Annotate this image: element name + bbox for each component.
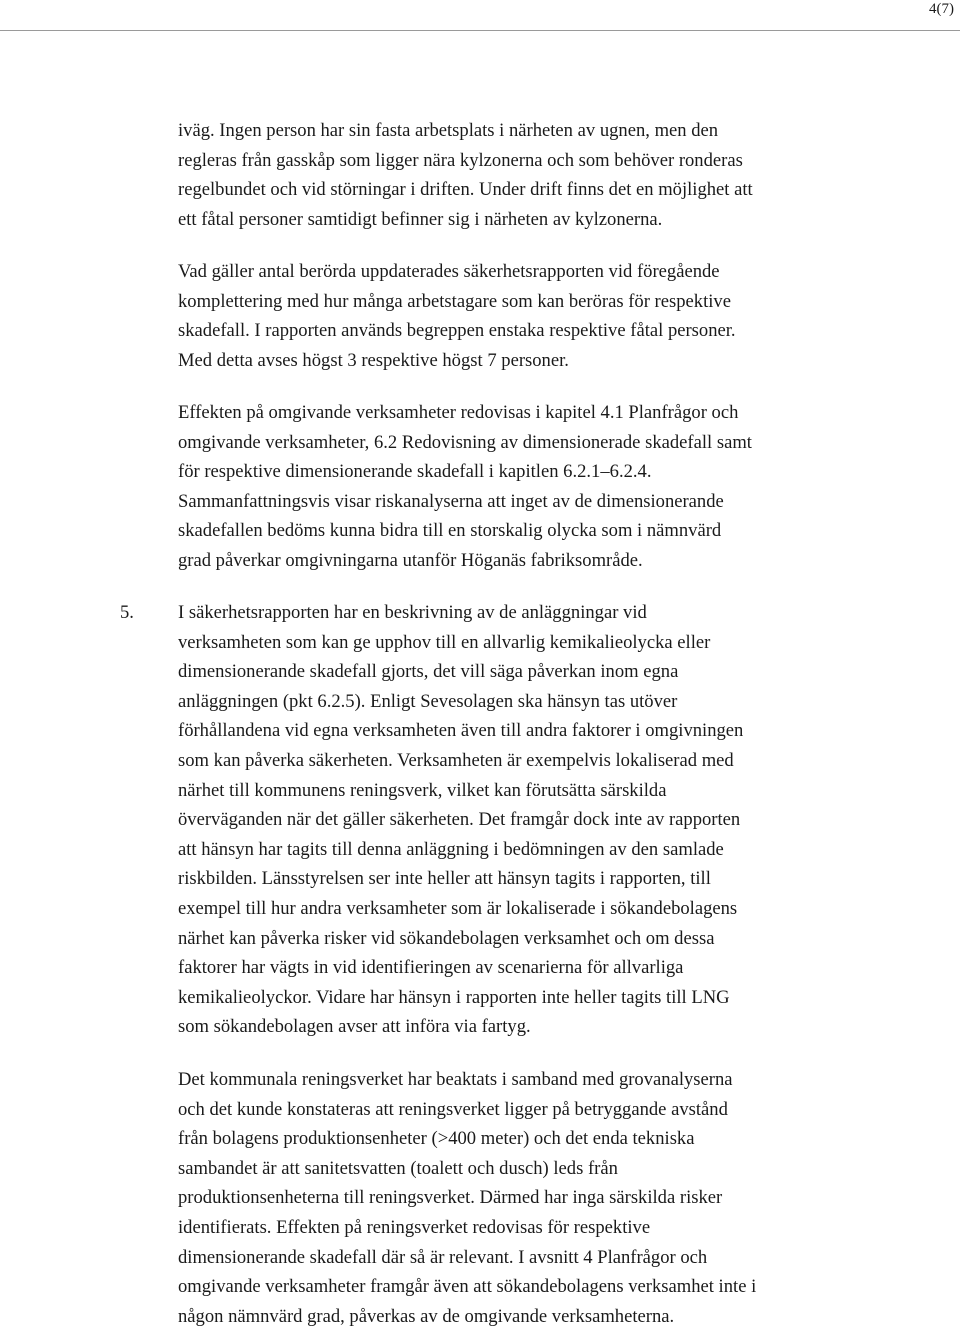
paragraph-continuation	[178, 116, 898, 234]
paragraph-surrounding-effects-text: Effekten på omgivande verksamheter redovisas i kapitel 4.1 Planfrågor och omgivande verksamheter, 6.2 Redovisning av dimensionerade skadefall samt för respektive dimensionerande skadefall i kapitlen 6.2.1–6.2.4. Sammanfattningsvis visar riskanalyserna att inget av de dimensionerande skadefallen bedöms kunna bidra till en storskalig olycka som i nämnvärd grad påverkar omgivningarna utanför Höganäs fabriksområde.	[178, 402, 752, 571]
page-number: 4(7)	[929, 1, 954, 17]
list-number: 5.	[120, 602, 134, 623]
paragraph-surrounding-effects	[178, 398, 898, 576]
paragraph-reningsverk	[178, 1065, 898, 1331]
paragraph-affected-persons-text: Vad gäller antal berörda uppdaterades säkerhetsrapporten vid föregående komplettering med hur många arbetstagare som kan beröras för respektive skadefall. I rapporten används begreppen enstaka respektive fåtal personer. Med detta avses högst 3 respektive högst 7 personer.	[178, 261, 736, 371]
numbered-item-text: I säkerhetsrapporten har en beskrivning av de anläggningar vid verksamheten som kan ge upphov till en allvarlig kemikalieolycka eller dimensionerande skadefall gjorts, det vill säga påverkan inom egna anläggningen (pkt 6.2.5). Enligt Sevesolagen ska hänsyn tas utöver förhållandena vid egna verksamheten även till andra faktorer i omgivningen som kan påverka säkerheten. Verksamheten är exempelvis lokaliserad med närhet till kommunens reningsverk, vilket kan förutsätta särskilda överväganden när det gäller säkerheten. Det framgår dock inte av rapporten att hänsyn har tagits till denna anläggning i bedömningen av den samlade riskbilden. Länsstyrelsen ser inte heller att hänsyn tagits i rapporten, till exempel till hur andra verksamheter som är lokaliserade i sökandebolagens närhet kan påverka risker vid sökandebolagen verksamhet och om dessa faktorer har vägts in vid identifieringen av scenarierna för allvarliga kemikalieolyckor. Vidare har hänsyn i rapporten inte heller tagits till LNG som sökandebolagen avser att införa via fartyg.	[178, 602, 744, 1038]
header-divider	[0, 30, 960, 31]
paragraph-continuation-text: iväg. Ingen person har sin fasta arbetsplats i närheten av ugnen, men den regleras från gasskåp som ligger nära kylzonerna och som behöver ronderas regelbundet och vid störningar i driften. Under drift finns det en möjlighet att ett fåtal personer samtidigt befinner sig i närheten av kylzonerna.	[178, 120, 753, 230]
paragraph-reningsverk-text: Det kommunala reningsverket har beaktats i samband med grovanalyserna och det kunde konstateras att reningsverket ligger på betryggande avstånd från bolagens produktionsenheter (>400 meter) och det enda tekniska sambandet är att sanitetsvatten (toalett och dusch) leds från produktionsenheterna till reningsverket. Därmed har inga särskilda risker identifierats. Effekten på reningsverket redovisas för respektive dimensionerande skadefall där så är relevant. I avsnitt 4 Planfrågor och omgivande verksamheter framgår även att sökandebolagens verksamhet inte i någon nämnvärd grad, påverkas av de omgivande verksamheterna.	[178, 1069, 757, 1327]
paragraph-affected-persons	[178, 257, 898, 375]
